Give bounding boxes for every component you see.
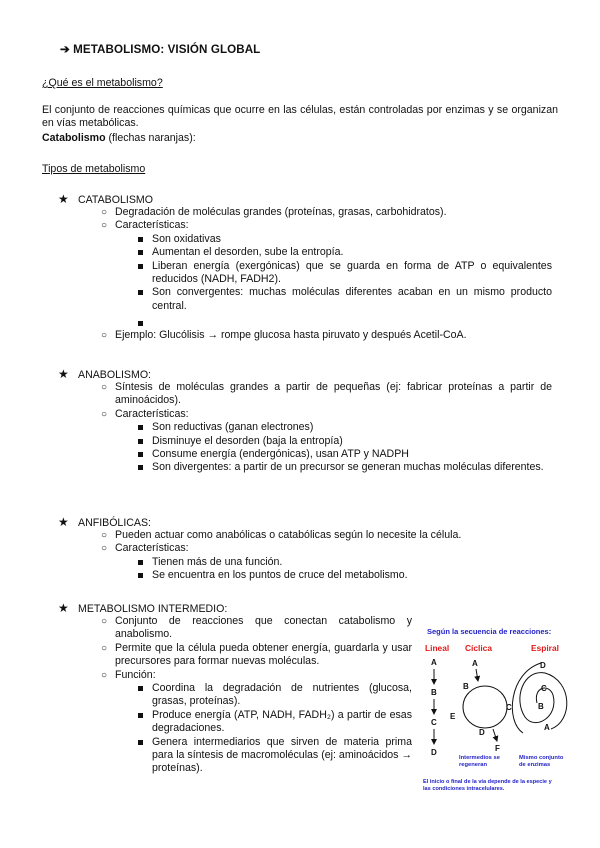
circle-bullet-icon: ○ [101,669,108,681]
square-bullet-icon [138,321,143,326]
list [101,381,552,475]
circle-bullet-icon: ○ [101,408,108,420]
star-icon: ★ [58,367,69,381]
square-bullet-icon [138,560,143,565]
list-item: Aumentan el desorden, sube la entropía. [152,246,552,259]
section-catabolismo [58,192,558,343]
circle-bullet-icon: ○ [101,616,108,627]
sublist [152,233,552,329]
node-a-lineal: A [431,658,437,667]
espiral-caption: Mismo conjunto de enzimas [519,755,564,768]
list-item: Son divergentes: a partir de un precursor se generan muchas moléculas diferentes. [152,461,552,474]
list-item: Consume energía (endergónicas), usan ATP y NADPH [152,448,552,461]
square-bullet-icon [138,740,143,745]
list-item: Liberan energía (exergónicas) que se guarda en forma de ATP o equivalentes reducidos (NADH, FADH2). [152,260,552,287]
intro-paragraph: El conjunto de reacciones químicas que ocurre en las células, están controladas por enzimas y se organizan en vías metabólicas. [42,104,558,130]
node-e-ciclica: E [450,712,456,721]
section-head: ★ ANFIBÓLICAS: [58,515,151,529]
square-bullet-icon [138,713,143,718]
sublist [152,682,412,776]
node-d-ciclica: D [479,728,485,737]
list-item: Son reductivas (ganan electrones) [152,421,552,434]
list [101,206,552,343]
catabolismo-note: (flechas naranjas): [105,132,196,144]
spiral-path [520,673,567,729]
circle-bullet-icon: ○ [101,642,108,654]
espiral-label: Espiral [531,643,559,653]
circle-bullet-icon: ○ [101,530,108,541]
list-item: ○ Conjunto de reacciones que conectan catabolismo y anabolismo. [101,615,412,641]
list-item [152,313,552,329]
arrow [493,729,497,741]
sublist [152,556,552,583]
list-item: ○ Características: Tienen más de una función. Se encuentra en los puntos de cruce del metabolismo. [115,542,552,582]
ciclica-caption: Intermedios se regeneran [459,755,500,768]
catabolismo-line [42,132,196,144]
star-icon: ★ [58,515,69,529]
arrow [476,669,478,681]
node-b-espiral: B [538,702,544,711]
star-icon: ★ [58,601,69,615]
question-heading: ¿Qué es el metabolismo? [42,77,163,89]
circle-bullet-icon: ○ [101,207,108,218]
sublist [152,421,552,475]
list-item: ○ Función: Coordina la degradación de nutrientes (glucosa, grasas, proteínas). Produce energía (ATP, NADH, FADH₂) a partir de esas degradaciones. Genera intermediarios que sirven de materia prima para la síntesis de macromoléculas (ej: aminoácidos → proteínas). [101,668,412,775]
list-item: Son convergentes: muchas moléculas diferentes acaban en un mismo producto central. [152,286,552,313]
ciclica-label: Cíclica [465,643,493,653]
cycle-ring [463,686,507,728]
square-bullet-icon [138,573,143,578]
square-bullet-icon [138,439,143,444]
square-bullet-icon [138,425,143,430]
list-item: ○ Pueden actuar como anabólicas o catabólicas según lo necesite la célula. [101,529,462,541]
diagram-footer: El inicio o final de la vía depende de la especie y las condiciones intracelulares. [423,779,552,792]
square-bullet-icon [138,465,143,470]
circle-bullet-icon: ○ [101,330,108,342]
list-item: Tienen más de una función. [152,556,552,569]
list-item: ○ Características: Son reductivas (ganan electrones) Disminuye el desorden (baja la entropía) Consume energía (endergónicas), usan ATP y NADPH Son divergentes: a partir de un precursor se generan muchas moléculas diferentes. [115,408,552,475]
list-item: ○ Degradación de moléculas grandes (proteínas, grasas, carbohidratos). [101,206,447,218]
list-item: Se encuentra en los puntos de cruce del metabolismo. [152,569,552,582]
list-item: Son oxidativas [152,233,552,246]
node-c-lineal: C [431,718,437,727]
section-head: ★ CATABOLISMO [58,192,153,206]
square-bullet-icon [138,250,143,255]
node-c-ciclica: C [506,703,512,712]
list-item: Disminuye el desorden (baja la entropía) [152,435,552,448]
square-bullet-icon [138,264,143,269]
tipos-heading: Tipos de metabolismo [42,163,146,175]
square-bullet-icon [138,290,143,295]
section-anfibolicas [58,515,558,583]
node-c-espiral: C [541,684,547,693]
node-a-ciclica: A [472,659,478,668]
list-item: Genera intermediarios que sirven de materia prima para la síntesis de macromoléculas (ej: aminoácidos → proteínas). [152,736,412,776]
list-item: Produce energía (ATP, NADH, FADH₂) a partir de esas degradaciones. [152,709,412,736]
section-head: ★ ANABOLISMO: [58,367,151,381]
section-anabolismo [58,367,558,475]
star-icon: ★ [58,192,69,206]
list-item: Coordina la degradación de nutrientes (glucosa, grasas, proteínas). [152,682,412,709]
list-item: ○ Características: Son oxidativas Aumentan el desorden, sube la entropía. Liberan energía (exergónicas) que se guarda en forma de ATP o equivalentes reducidos (NADH, FADH2). Son convergentes: muchas moléculas diferentes acaban en un mismo producto central. [115,219,552,329]
circle-bullet-icon: ○ [101,220,108,232]
square-bullet-icon [138,237,143,242]
node-d-lineal: D [431,748,437,757]
node-a-espiral: A [544,723,550,732]
circle-bullet-icon: ○ [101,543,108,555]
catabolismo-bold: Catabolismo [42,132,106,144]
section-head: ★ METABOLISMO INTERMEDIO: [58,601,228,615]
list [101,529,552,583]
page-title: ➔ METABOLISMO: VISIÓN GLOBAL [60,43,261,56]
list-item: ○ Ejemplo: Glucólisis → rompe glucosa hasta piruvato y después Acetil-CoA. [101,329,467,342]
diagram-heading: Según la secuencia de reacciones: [427,627,552,636]
node-f-ciclica: F [495,744,500,753]
square-bullet-icon [138,686,143,691]
lineal-label: Lineal [425,643,450,653]
list-item: ○ Síntesis de moléculas grandes a partir de pequeñas (ej: fabricar proteínas a partir de aminoácidos). [101,381,552,407]
square-bullet-icon [138,452,143,457]
node-b-lineal: B [431,688,437,697]
circle-bullet-icon: ○ [101,382,108,393]
pathway-diagram [413,621,579,799]
list [101,615,412,776]
node-b-ciclica: B [463,682,469,691]
node-d-espiral: D [540,661,546,670]
list-item: ○ Permite que la célula pueda obtener energía, guardarla y usar precursores para formar nuevas moléculas. [101,641,412,668]
